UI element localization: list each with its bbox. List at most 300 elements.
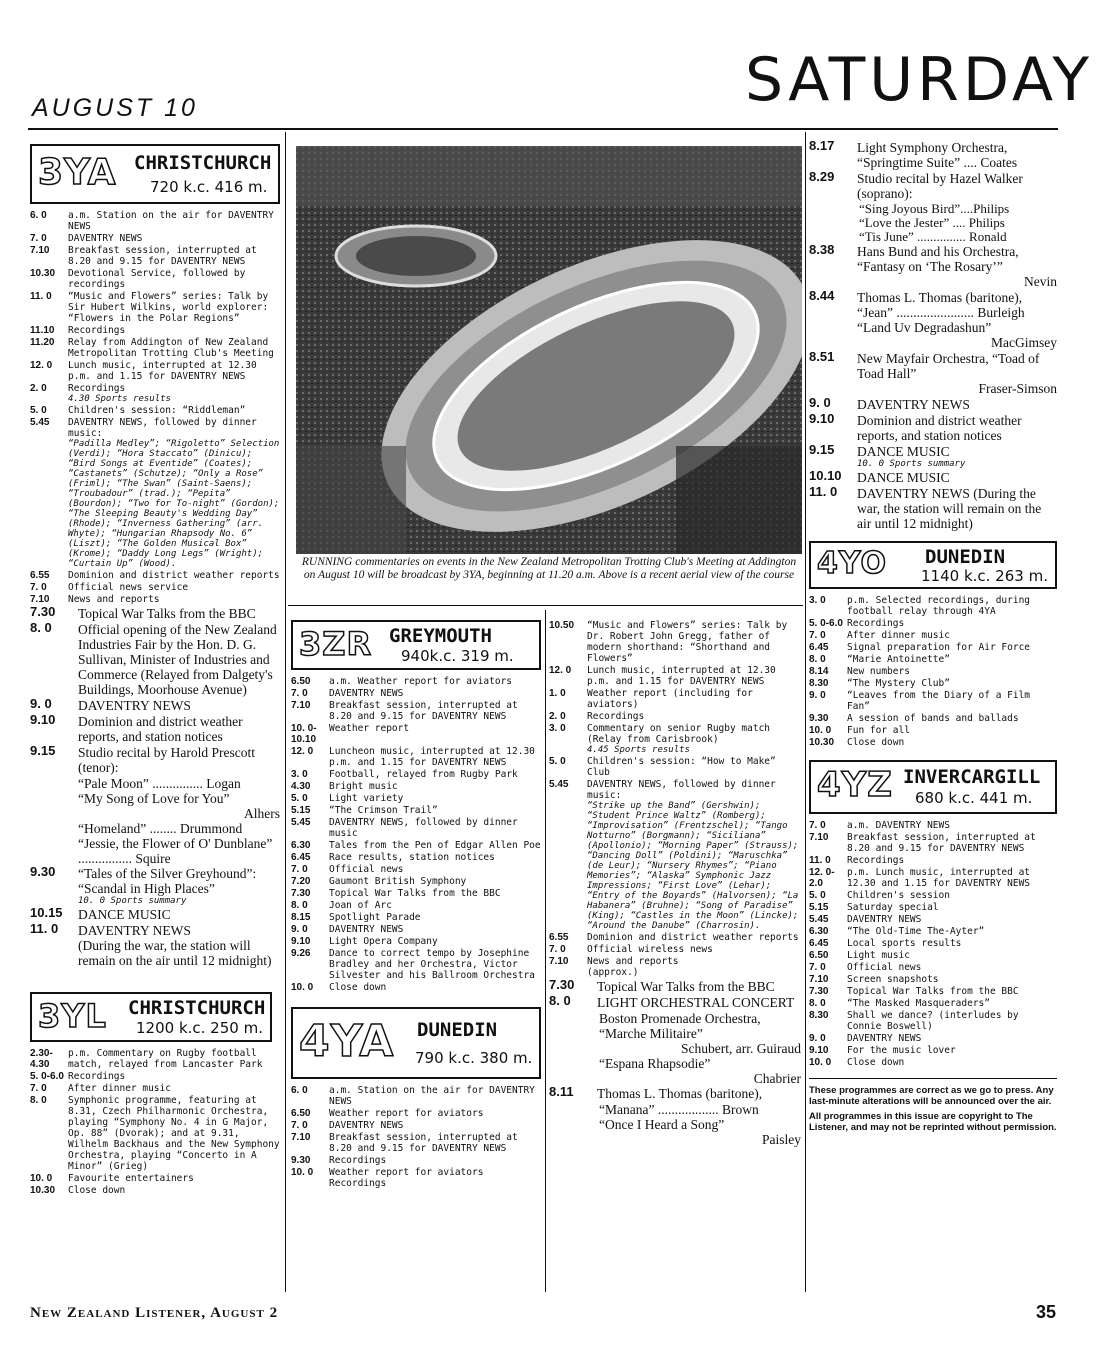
program-item <box>30 337 280 359</box>
program-description <box>68 1185 280 1196</box>
program-list-3zr <box>291 676 541 993</box>
program-item <box>809 890 1057 901</box>
program-description <box>78 866 280 906</box>
program-subnote: “Padilla Medley”; “Rigoletto” Selection (Verdi); “Hora Staccato” (Dinicu); “Bird Songs at Eventide” (Coates); “Castanets” (Schutze); “Only a Rose” (Friml); “The Swan” (Saint-Saens); “Troubadour” (trad.); “Pepita” (Bourdon); “Two for To-night” (Gordon); “The Sleeping Beauty's Wedding Day” (Rhode); “Inverness Gathering” (arr. Whyte); “Hungarian Rhapsody No. 6” (Liszt); “The Golden Musical Box” (Krome); “Daddy Long Legs” (Wright); “Curtain Up” (Wood). <box>68 439 280 569</box>
program-time: 7. 0 <box>30 582 47 593</box>
program-title: Topical War Talks from the BBC <box>847 986 1019 997</box>
program-description <box>329 982 541 993</box>
program-description <box>78 745 280 775</box>
program-title: “Music and Flowers” series: Talk by Sir Hubert Wilkins, world explorer: “Flowers in the Polar Regions” <box>68 291 269 324</box>
program-item <box>30 698 280 713</box>
program-description <box>329 793 541 804</box>
text-line: “Sing Joyous Bird”....Philips <box>859 201 1010 216</box>
program-title: DAVENTRY NEWS <box>78 923 191 938</box>
text-line: “Espana Rhapsodie” <box>599 1056 711 1071</box>
program-time: 10.50 <box>549 620 575 631</box>
text-line: Paisley <box>762 1132 801 1147</box>
program-description <box>68 1173 280 1184</box>
program-title: Official news <box>329 864 404 875</box>
program-time: 3. 0 <box>291 769 308 780</box>
station-callsign: 3ZR <box>299 625 373 663</box>
program-time: 6. 0 <box>30 210 47 221</box>
program-title: Dance to correct tempo by Josephine Bradley and her Orchestra, Victor Silvester and his Ballroom Orchestra <box>329 948 535 981</box>
program-title: Breakfast session, interrupted at 8.20 and 9.15 for DAVENTRY NEWS <box>329 700 518 722</box>
program-time: 7.10 <box>549 956 569 967</box>
program-note: (During the war, the station will remain on the air until 12 midnight) <box>78 938 272 968</box>
program-item <box>30 907 280 922</box>
program-title: Bright music <box>329 781 398 792</box>
program-item <box>30 325 280 336</box>
program-item <box>291 723 541 745</box>
program-description <box>68 1083 280 1094</box>
program-time: 7.10 <box>30 245 50 256</box>
program-title: DAVENTRY NEWS, followed by dinner music <box>329 817 518 839</box>
program-item <box>30 745 280 775</box>
program-title: Official news service <box>68 582 189 593</box>
program-item <box>30 594 280 605</box>
program-title: DAVENTRY NEWS <box>68 233 143 244</box>
program-item <box>291 1120 541 1131</box>
notice-copyright: All programmes in this issue are copyright to The Listener, and may not be reprinted without permission. <box>809 1111 1057 1133</box>
program-time: 11.10 <box>30 325 55 336</box>
program-title: LIGHT ORCHESTRAL CONCERT <box>597 995 795 1010</box>
program-description <box>587 723 801 755</box>
program-description <box>847 666 1057 677</box>
program-title: Hans Bund and his Orchestra, “Fantasy on ‘The Rosary’” <box>857 244 1019 274</box>
program-item <box>549 932 801 943</box>
program-description <box>847 974 1057 985</box>
program-description <box>329 900 541 911</box>
program-description <box>857 470 1057 485</box>
program-title: Close down <box>847 737 905 748</box>
program-time: 7. 0 <box>30 1083 47 1094</box>
program-title: p.m. Selected recordings, during football relay through 4YA <box>847 595 1031 617</box>
program-title: News and reports <box>68 594 160 605</box>
program-item <box>30 1185 280 1196</box>
program-description <box>68 582 280 593</box>
program-time: 10.30 <box>30 1185 56 1196</box>
program-title: Commentary on senior Rugby match (Relay from Carisbrook) <box>587 723 771 745</box>
program-item <box>291 924 541 935</box>
program-time: 8. 0 <box>809 654 826 665</box>
program-time: 8.44 <box>809 288 835 303</box>
station-frequency: 1200 k.c. 250 m. <box>136 1019 263 1037</box>
program-description <box>68 1095 280 1172</box>
station-callsign: 4YA <box>299 1016 395 1067</box>
program-list-evening <box>549 979 801 1010</box>
text-line: Boston Promenade Orchestra, <box>599 1011 761 1026</box>
program-title: Breakfast session, interrupted at 8.20 and 9.15 for DAVENTRY NEWS <box>68 245 257 267</box>
program-title: DAVENTRY NEWS, followed by dinner music: <box>587 779 776 801</box>
program-title: Favourite entertainers <box>68 1173 194 1184</box>
program-time: 11. 0 <box>809 855 831 866</box>
program-description <box>847 832 1057 854</box>
program-title: DANCE MUSIC <box>78 907 171 922</box>
program-item <box>809 413 1057 443</box>
program-item <box>809 737 1057 748</box>
station-logo-3zr <box>291 620 541 670</box>
program-item <box>291 864 541 875</box>
program-description <box>587 779 801 931</box>
program-item <box>809 678 1057 689</box>
text-line: “Love the Jester” .... Philips <box>859 215 1005 230</box>
program-item <box>549 995 801 1010</box>
program-title: A session of bands and ballads <box>847 713 1019 724</box>
program-description <box>78 622 280 697</box>
text-line: “Marche Militaire” <box>599 1026 703 1041</box>
program-title: Children's session <box>847 890 950 901</box>
station-frequency: 680 k.c. 441 m. <box>915 789 1033 807</box>
program-title: Light music <box>847 950 910 961</box>
program-item <box>291 1132 541 1154</box>
program-description <box>587 956 801 978</box>
program-item <box>291 852 541 863</box>
program-description <box>68 383 280 404</box>
program-list <box>549 620 801 978</box>
program-item <box>291 900 541 911</box>
program-time: 8.51 <box>809 349 835 364</box>
station-city: GREYMOUTH <box>389 625 492 647</box>
program-time: 7. 0 <box>291 688 308 699</box>
program-title: Signal preparation for Air Force <box>847 642 1031 653</box>
program-item <box>30 1095 280 1172</box>
program-composer: MacGimsey <box>991 335 1057 350</box>
program-description <box>329 688 541 699</box>
program-item <box>809 690 1057 712</box>
station-city: CHRISTCHURCH <box>134 152 272 174</box>
photo-bottom-rule <box>288 605 803 606</box>
program-description <box>847 902 1057 913</box>
program-item <box>291 936 541 947</box>
program-time: 7.30 <box>809 986 829 997</box>
program-item <box>809 244 1057 289</box>
program-item <box>809 642 1057 653</box>
program-time: 5.45 <box>549 779 569 790</box>
program-time: 5.15 <box>809 902 829 913</box>
program-description <box>857 290 1057 350</box>
program-item <box>291 769 541 780</box>
program-title: Shall we dance? (interludes by Connie Boswell) <box>847 1010 1019 1032</box>
program-time: 7.30 <box>549 977 575 992</box>
program-item <box>30 714 280 744</box>
program-description <box>68 360 280 382</box>
program-description <box>329 876 541 887</box>
program-item <box>291 876 541 887</box>
program-description <box>68 417 280 569</box>
program-description <box>329 781 541 792</box>
program-description <box>68 1048 280 1070</box>
column-rule-2 <box>545 610 546 1292</box>
program-title: DANCE MUSIC <box>857 470 950 485</box>
program-title: Dominion and district weather reports <box>68 570 280 581</box>
program-title: Spotlight Parade <box>329 912 421 923</box>
program-time: 7.10 <box>291 1132 311 1143</box>
program-description <box>78 698 280 713</box>
program-description <box>329 1155 541 1166</box>
page-number: 35 <box>1036 1302 1057 1322</box>
program-item <box>30 570 280 581</box>
program-description <box>68 337 280 359</box>
program-description <box>329 948 541 981</box>
program-time: 5.45 <box>30 417 50 428</box>
program-description <box>597 995 801 1010</box>
program-description <box>587 620 801 664</box>
program-item <box>291 746 541 768</box>
program-description <box>68 210 280 232</box>
program-title: Screen snapshots <box>847 974 939 985</box>
program-title: Relay from Addington of New Zealand Metropolitan Trotting Club's Meeting <box>68 337 274 359</box>
program-item <box>291 1167 541 1189</box>
program-description <box>847 642 1057 653</box>
program-description <box>587 688 801 710</box>
station-frequency: 720 k.c. 416 m. <box>150 178 268 196</box>
program-item <box>30 291 280 324</box>
program-description <box>329 852 541 863</box>
program-time: 9. 0 <box>809 395 831 410</box>
program-item <box>549 1086 801 1101</box>
column-3ya <box>30 140 280 1197</box>
program-list-late <box>549 1086 801 1101</box>
song-line: “Pale Moon” ............... Logan <box>78 776 241 791</box>
program-description <box>329 723 541 745</box>
program-description <box>587 944 801 955</box>
program-description <box>847 950 1057 961</box>
program-description <box>847 867 1057 889</box>
program-time: 5.45 <box>291 817 311 828</box>
program-time: 6.50 <box>809 950 829 961</box>
program-title: DAVENTRY NEWS <box>78 698 191 713</box>
program-title: DAVENTRY NEWS <box>847 1033 922 1044</box>
program-title: DAVENTRY NEWS <box>847 914 922 925</box>
program-item <box>291 982 541 993</box>
program-title: Breakfast session, interrupted at 8.20 and 9.15 for DAVENTRY NEWS <box>847 832 1036 854</box>
program-item <box>30 360 280 382</box>
program-subnote: 10. 0 Sports summary <box>857 459 966 469</box>
program-item <box>549 688 801 710</box>
program-item <box>809 855 1057 866</box>
program-item <box>809 962 1057 973</box>
program-item <box>291 912 541 923</box>
program-composer: Nevin <box>1024 274 1057 289</box>
program-item <box>549 979 801 994</box>
program-title: Symphonic programme, featuring at 8.31, Czech Philharmonic Orchestra, playing “Symphony No. 4 in G Major, Op. 88” (Dvorak); and at 9.31, Wilhelm Backhaus and the New Symphony Orchestra, playing “Concerto in A Minor” (Grieg) <box>68 1095 280 1172</box>
program-title: Breakfast session, interrupted at 8.20 and 9.15 for DAVENTRY NEWS <box>329 1132 518 1154</box>
program-list-late <box>30 866 280 968</box>
program-time: 10. 0 <box>809 725 832 736</box>
program-title: New Mayfair Orchestra, “Toad of Toad Hall” <box>857 351 1040 381</box>
program-subnote: 4.30 Sports results <box>68 394 171 404</box>
program-title: Topical War Talks from the BBC <box>78 606 256 621</box>
program-description <box>847 962 1057 973</box>
program-description <box>329 746 541 768</box>
program-item <box>291 888 541 899</box>
program-time: 12. 0-2.0 <box>809 867 835 889</box>
program-title: DANCE MUSIC <box>857 444 950 459</box>
song-list <box>599 1102 801 1147</box>
column-rule-3 <box>805 132 806 1292</box>
program-title: Light Symphony Orchestra, “Springtime Suite” .... Coates <box>857 140 1018 170</box>
program-time: 7.10 <box>291 700 311 711</box>
program-time: 11. 0 <box>809 484 838 499</box>
station-frequency: 940k.c. 319 m. <box>401 647 514 665</box>
program-description <box>597 1086 801 1101</box>
program-description <box>847 986 1057 997</box>
program-description <box>329 924 541 935</box>
program-item <box>30 210 280 232</box>
program-description <box>329 676 541 687</box>
program-item <box>291 805 541 816</box>
program-item <box>30 606 280 621</box>
program-time: 7. 0 <box>809 820 826 831</box>
program-item <box>291 781 541 792</box>
program-time: 4.30 <box>291 781 311 792</box>
program-item <box>809 1033 1057 1044</box>
program-title: Local sports results <box>847 938 962 949</box>
program-item <box>30 383 280 404</box>
program-title: Topical War Talks from the BBC <box>597 979 775 994</box>
text-line: “Once I Heard a Song” <box>599 1117 725 1132</box>
program-title: Recordings <box>587 711 645 722</box>
program-item <box>291 676 541 687</box>
program-description <box>329 817 541 839</box>
program-description <box>857 171 1057 201</box>
program-title: a.m. Station on the air for DAVENTRY NEWS <box>329 1085 535 1107</box>
program-description <box>847 1010 1057 1032</box>
program-time: 7. 0 <box>809 630 826 641</box>
program-title: Joan of Arc <box>329 900 392 911</box>
page-day-heading: SATURDAY <box>745 45 1094 115</box>
program-title: Recordings <box>329 1155 387 1166</box>
program-time: 6.45 <box>291 852 311 863</box>
program-description <box>587 932 801 943</box>
program-description <box>847 820 1057 831</box>
station-logo-4ya <box>291 1007 541 1079</box>
column-rule-1 <box>285 132 286 1292</box>
page-date: AUGUST 10 <box>32 94 198 122</box>
program-item <box>809 998 1057 1009</box>
station-city: INVERCARGILL <box>903 766 1041 788</box>
program-description <box>847 926 1057 937</box>
program-item <box>30 268 280 290</box>
program-time: 11. 0 <box>30 291 52 302</box>
program-time: 6.55 <box>549 932 569 943</box>
program-time: 8.14 <box>809 666 829 677</box>
program-time: 8.38 <box>809 242 835 257</box>
program-item <box>809 397 1057 412</box>
program-time: 5. 0 <box>809 890 826 901</box>
program-description <box>68 268 280 290</box>
program-item <box>809 470 1057 485</box>
program-time: 8. 0 <box>809 998 826 1009</box>
program-time: 5. 0 <box>291 793 308 804</box>
song-list <box>78 776 280 866</box>
program-title: Children's session: “How to Make” Club <box>587 756 776 778</box>
program-item <box>809 595 1057 617</box>
program-description <box>857 351 1057 396</box>
text-line: Chabrier <box>753 1071 801 1086</box>
song-line: “Jessie, the Flower of O' Dunblane” ................ Squire <box>78 836 273 866</box>
program-title: Recordings <box>68 383 126 394</box>
program-title: “Tales of the Silver Greyhound”: “Scandal in High Places” <box>78 866 257 896</box>
program-list-late <box>809 244 1057 531</box>
program-time: 9.15 <box>30 743 56 758</box>
program-time: 9. 0 <box>809 1033 826 1044</box>
program-time: 8.17 <box>809 138 835 153</box>
program-time: 5. 0 <box>30 405 47 416</box>
text-line: Schubert, arr. Guiraud <box>681 1041 801 1056</box>
program-item <box>291 1108 541 1119</box>
program-time: 10. 0 <box>291 1167 314 1178</box>
program-composer: Fraser-Simson <box>978 381 1057 396</box>
program-description <box>847 595 1057 617</box>
program-description <box>68 245 280 267</box>
program-time: 6.30 <box>291 840 311 851</box>
program-time: 6.45 <box>809 938 829 949</box>
program-title: Lunch music, interrupted at 12.30 p.m. and 1.15 for DAVENTRY NEWS <box>587 665 776 687</box>
program-list-4yz <box>809 820 1057 1068</box>
program-description <box>857 486 1057 531</box>
station-logo-4yo <box>809 541 1057 589</box>
program-title: “The Crimson Trail” <box>329 805 438 816</box>
program-time: 9.26 <box>291 948 311 959</box>
program-description <box>587 665 801 687</box>
program-time: 2. 0 <box>30 383 47 394</box>
program-description <box>597 979 801 994</box>
program-item <box>809 444 1057 469</box>
program-note: (approx.) <box>587 967 639 978</box>
program-item <box>809 630 1057 641</box>
program-description <box>329 700 541 722</box>
composer-line: Alhers <box>244 806 280 821</box>
program-description <box>329 936 541 947</box>
program-time: 1. 0 <box>549 688 566 699</box>
program-time: 12. 0 <box>30 360 53 371</box>
program-description <box>847 1057 1057 1068</box>
program-item <box>30 866 280 906</box>
notices <box>809 1078 1057 1133</box>
program-title: “The Masked Masqueraders” <box>847 998 990 1009</box>
program-title: Dominion and district weather reports, and station notices <box>78 714 243 744</box>
program-description <box>857 413 1057 443</box>
program-item <box>809 713 1057 724</box>
program-title: DAVENTRY NEWS <box>329 1120 404 1131</box>
program-title: Weather report <box>329 723 410 734</box>
program-title: After dinner music <box>68 1083 171 1094</box>
top-rule <box>28 128 1058 130</box>
program-time: 6.45 <box>809 642 829 653</box>
program-time: 9.30 <box>809 713 829 724</box>
program-description <box>587 756 801 778</box>
program-title: Fun for all <box>847 725 910 736</box>
program-item <box>30 233 280 244</box>
program-description <box>329 840 541 851</box>
program-description <box>847 725 1057 736</box>
program-item <box>809 1045 1057 1056</box>
program-time: 7. 0 <box>549 944 566 955</box>
program-item <box>809 486 1057 531</box>
program-description <box>78 606 280 621</box>
program-description <box>857 397 1057 412</box>
program-title: “Music and Flowers” series: Talk by Dr. Robert John Gregg, father of modern shorthand: “Shorthand and Flowers” <box>587 620 788 664</box>
program-title: Weather report (including for aviators) <box>587 688 753 710</box>
program-time: 8.29 <box>809 169 835 184</box>
program-time: 12. 0 <box>549 665 572 676</box>
program-description <box>329 1132 541 1154</box>
program-item <box>291 688 541 699</box>
program-item <box>809 1010 1057 1032</box>
program-title: “The Mystery Club” <box>847 678 950 689</box>
program-item <box>30 1173 280 1184</box>
